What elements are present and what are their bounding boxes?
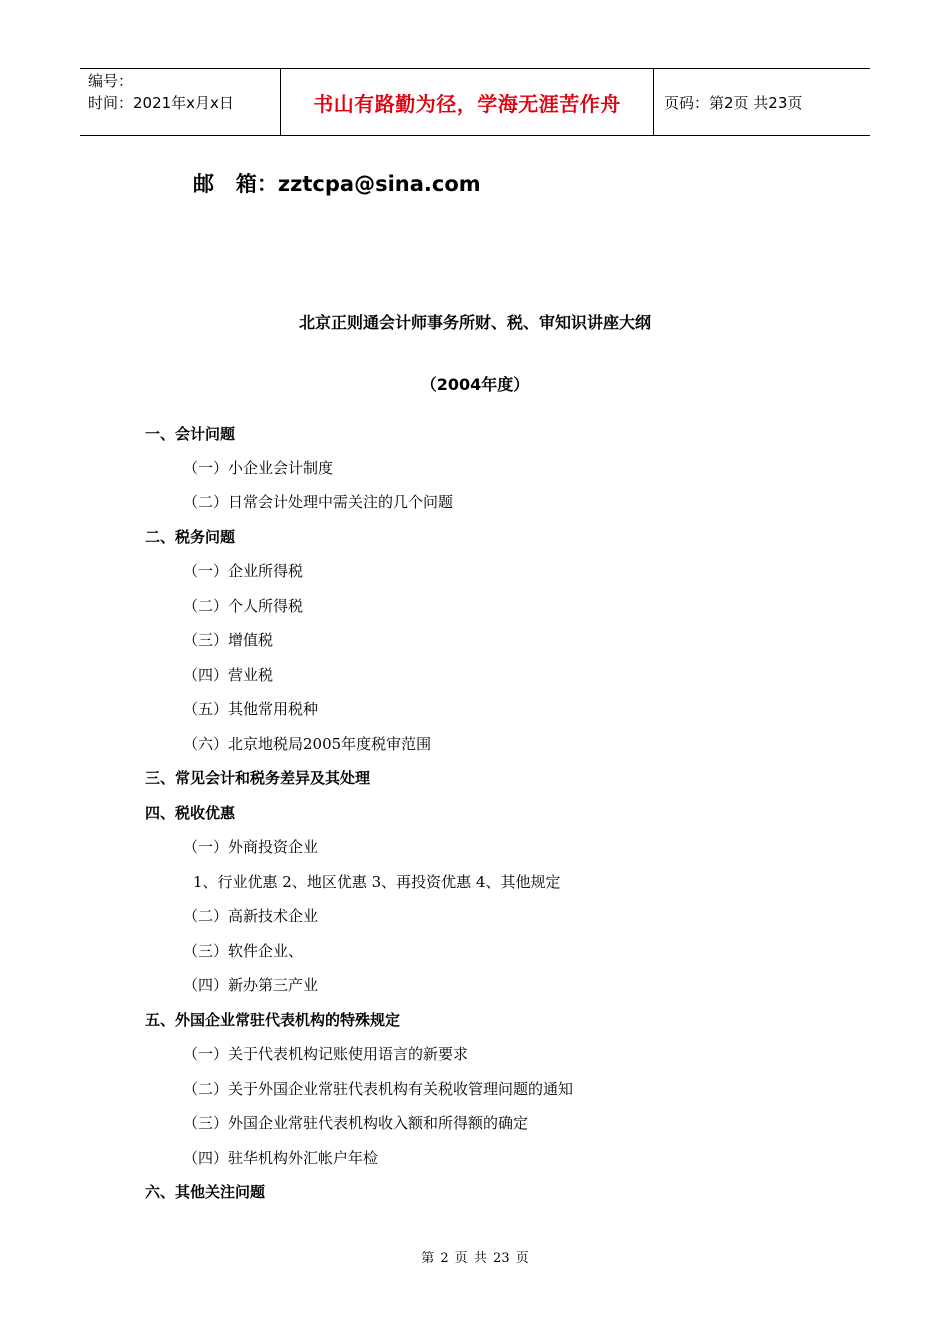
outline-item: （六）北京地税局2005年度税审范围 [183,735,432,753]
document-subtitle: （2004年度） [420,375,530,394]
outline-item: （四）营业税 [183,666,274,684]
page-footer: 第 2 页 共 23 页 [421,1251,529,1266]
outline-item: （五）其他常用税种 [183,700,319,718]
email-line: 邮 箱：zztcpa@sina.com [193,172,481,196]
outline-item: （二）个人所得税 [183,597,304,615]
outline-item: （一）企业所得税 [183,562,304,580]
outline-item: （三）软件企业、 [183,942,304,960]
outline-item: （三）外国企业常驻代表机构收入额和所得额的确定 [183,1114,529,1132]
header-page-cell [654,69,870,135]
document-date: 时间：2021年x月x日 [88,94,234,112]
outline-item: （二）日常会计处理中需关注的几个问题 [183,493,454,511]
outline-heading: 二、税务问题 [145,528,236,546]
outline-heading: 四、税收优惠 [145,804,236,822]
outline-item: （一）外商投资企业 [183,838,319,856]
document-title: 北京正则通会计师事务所财、税、审知识讲座大纲 [298,313,651,332]
outline-heading: 五、外国企业常驻代表机构的特殊规定 [145,1011,401,1029]
page-info: 页码：第2页 共23页 [664,93,803,112]
outline-item: （一）关于代表机构记账使用语言的新要求 [183,1045,469,1063]
outline-heading: 一、会计问题 [145,425,236,443]
outline-item: （四）新办第三产业 [183,976,319,994]
document-number-label: 编号： [88,72,134,90]
outline-subitem: 1、行业优惠 2、地区优惠 3、再投资优惠 4、其他规定 [193,873,561,891]
motto-text: 书山有路勤为径，学海无涯苦作舟 [313,91,621,116]
outline-item: （四）驻华机构外汇帐户年检 [183,1149,379,1167]
page-header [80,68,870,136]
header-meta-cell [80,69,281,135]
outline-item: （三）增值税 [183,631,274,649]
outline-heading: 六、其他关注问题 [145,1183,266,1201]
outline-heading: 三、常见会计和税务差异及其处理 [145,769,371,787]
outline-item: （二）关于外国企业常驻代表机构有关税收管理问题的通知 [183,1080,574,1098]
outline-item: （二）高新技术企业 [183,907,319,925]
header-motto-cell [281,69,654,135]
outline-item: （一）小企业会计制度 [183,459,334,477]
